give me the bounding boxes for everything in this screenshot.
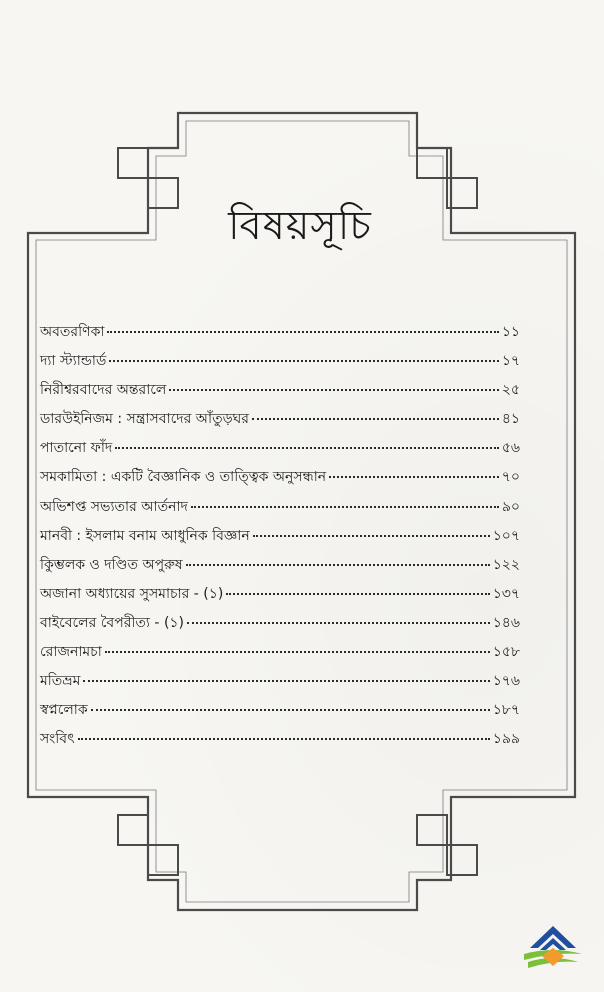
toc-leader-dots <box>78 738 490 740</box>
toc-entry <box>40 320 520 349</box>
toc-entry-label: সমকামিতা : একটি বৈজ্ঞানিক ও তাত্ত্বিক অনুসন্ধান <box>40 469 327 486</box>
toc-entry <box>40 524 520 553</box>
toc-leader-dots <box>107 331 498 333</box>
toc-entry <box>40 669 520 698</box>
toc-leader-dots <box>115 447 499 449</box>
toc-entry-label: ডারউইনিজম : সন্ত্রাসবাদের আঁতুড়ঘর <box>40 411 249 428</box>
toc-entry-label: দ্যা স্ট্যান্ডার্ড <box>40 353 107 370</box>
toc-entry-page-number: ১৮৭ <box>492 702 520 719</box>
toc-leader-dots <box>105 651 490 653</box>
publisher-logo-icon <box>520 922 586 976</box>
toc-entry-label: সংবিৎ <box>40 731 75 748</box>
toc-leader-dots <box>191 506 499 508</box>
page-title: বিষয়সূচি <box>228 203 372 249</box>
toc-entry <box>40 378 520 407</box>
toc-entry-label: মানবী : ইসলাম বনাম আধুনিক বিজ্ঞান <box>40 527 250 544</box>
toc-entry-page-number: ১১ <box>501 324 520 340</box>
toc-entry-page-number: ৯০ <box>501 498 520 515</box>
toc-entry <box>40 640 520 669</box>
toc-leader-dots <box>169 389 498 391</box>
toc-leader-dots <box>187 622 490 624</box>
toc-entry-label: পাতানো ফাঁদ <box>40 440 113 457</box>
toc-entry-page-number: ১৪৬ <box>492 614 520 631</box>
toc-entry <box>40 465 520 494</box>
table-of-contents <box>40 320 520 756</box>
toc-entry-page-number: ৫৬ <box>501 440 520 457</box>
toc-entry <box>40 495 520 524</box>
toc-entry-label: নিরীশ্বরবাদের অন্তরালে <box>40 382 167 399</box>
toc-entry-page-number: ৭০ <box>501 469 520 486</box>
toc-entry <box>40 611 520 640</box>
toc-entry-label: অজানা অধ্যায়ের সুসমাচার - (১) <box>40 585 224 602</box>
toc-entry <box>40 407 520 436</box>
toc-entry-page-number: ১৯৯ <box>492 731 520 748</box>
toc-entry-page-number: ১৩৭ <box>492 585 520 602</box>
toc-entry-label: বাইবেলের বৈপরীত্য - (১) <box>40 614 184 631</box>
toc-entry <box>40 349 520 378</box>
toc-leader-dots <box>83 680 489 682</box>
toc-entry-page-number: ১৭৬ <box>492 673 520 690</box>
toc-entry <box>40 698 520 727</box>
toc-entry-label: অবতরণিকা <box>40 324 105 340</box>
toc-entry <box>40 436 520 465</box>
toc-leader-dots <box>329 476 499 478</box>
toc-entry-page-number: ৪১ <box>501 411 520 428</box>
toc-entry-page-number: ১২২ <box>492 556 520 573</box>
toc-entry-page-number: ১৭ <box>501 353 520 370</box>
toc-leader-dots <box>109 360 499 362</box>
toc-entry-label: স্বপ্নলোক <box>40 702 88 719</box>
toc-entry <box>40 727 520 756</box>
toc-entry-page-number: ১০৭ <box>492 527 520 544</box>
toc-leader-dots <box>226 593 489 595</box>
toc-entry-label: রোজনামচা <box>40 644 102 661</box>
toc-entry <box>40 582 520 611</box>
toc-entry <box>40 553 520 582</box>
toc-entry-label: অভিশপ্ত সভ্যতার আর্তনাদ <box>40 498 188 515</box>
toc-leader-dots <box>91 709 490 711</box>
toc-leader-dots <box>186 564 490 566</box>
toc-entry-page-number: ২৫ <box>501 382 520 399</box>
toc-leader-dots <box>253 535 490 537</box>
toc-entry-label: কুিম্ভলক ও দণ্ডিত অপুরুষ <box>40 556 183 573</box>
toc-entry-page-number: ১৫৮ <box>492 644 520 661</box>
toc-leader-dots <box>252 418 499 420</box>
toc-entry-label: মতিভ্রম <box>40 673 81 690</box>
